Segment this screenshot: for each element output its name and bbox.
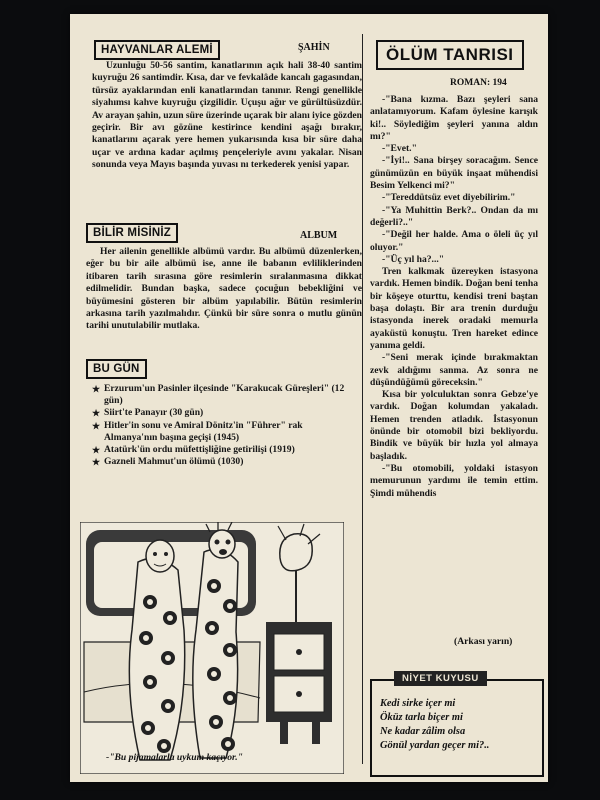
roman-continued: (Arkası yarın) (454, 636, 513, 647)
newspaper-clipping (70, 14, 548, 782)
niyet-heading: NİYET KUYUSU (394, 671, 487, 686)
roman-body (370, 94, 538, 500)
hayvanlar-tag: ŞAHİN (298, 42, 330, 53)
bugun-item: ★ Hitler'in sonu ve Amiral Dönitz'in "Führer" rak Almanya'nın başına geçişi (1945) (94, 420, 354, 444)
bilir-tag: ALBUM (300, 230, 338, 241)
roman-paragraph: -"Bana kızma. Bazı şeyleri sana anlatamıyorum. Kafam öylesine karışık ki!.. Söylediğim şeyleri yanına aldın mı?" (370, 94, 538, 142)
roman-subtitle: ROMAN: 194 (450, 78, 507, 88)
roman-paragraph: -"Bu otomobili, yoldaki istasyon memurunun yardımı ile temin ettim. Şimdi mühendis (370, 462, 538, 499)
poem-line: Öküz tarla biçer mi (380, 712, 463, 723)
column-divider (362, 34, 363, 764)
roman-paragraph: Tren kalkmak üzereyken istasyona vardık. Hemen bindik. Doğan beni tenha bir köşeye oturttu, kendisi treni baştan başa dolaştı. Bir ara trenin durduğu istasyonda inerek oradaki memurla ayaküstü konuştu. Tren hareket edince yanıma geldi. (370, 266, 538, 351)
roman-paragraph: -"Ya Muhittin Berk?.. Ondan da mı değerli?.." (370, 204, 538, 228)
roman-paragraph: -"Üç yıl ha?..." (382, 253, 445, 265)
roman-paragraph: -"Tereddütsüz evet diyebilirim." (382, 192, 516, 204)
roman-paragraph: -"Değil her halde. Ama o öleli üç yıl oluyor." (370, 229, 538, 253)
bugun-heading: BU GÜN (86, 359, 147, 379)
bilir-text: Her ailenin genellikle albümü vardır. Bu albümü düzenlerken, eğer bu bir aile albümü ise, anne ile babanın evliliklerinden itibaren tarih sırasına göre resimlerin sıralanmasına dikkat edilmelidir. Bundan başka, sadece çocuğun bebekliğini ve büyümesini gösteren bir albüm yapılabilir. Bütün resimlerin arkasına tarih yazılmalıdır. Çünkü bir süre sonra o mutlu günün tarihi unutulabilir mutlaka. (86, 246, 362, 332)
bugun-item: ★ Atatürk'ün ordu müfettişliğine getirilişi (1919) (94, 444, 354, 456)
cartoon-caption: -"Bu pijamalarla uykum kaçıyor." (106, 752, 243, 763)
hayvanlar-heading: HAYVANLAR ALEMİ (94, 40, 220, 60)
bugun-item: ★ Erzurum'un Pasinler ilçesinde "Karakucak Güreşleri" (12 gün) (94, 383, 354, 407)
niyet-poem (380, 697, 489, 753)
poem-line: Ne kadar zâlim olsa (380, 726, 466, 737)
bilir-article (86, 246, 362, 333)
cartoon-illustration (80, 522, 344, 774)
bilir-heading: BİLİR MİSİNİZ (86, 223, 178, 243)
poem-line: Gönül yardan geçer mi?.. (380, 740, 490, 751)
bugun-list (94, 383, 354, 468)
poem-line: Kedi sirke içer mi (380, 698, 456, 709)
roman-paragraph: Kısa bir yolculuktan sonra Gebze'ye vardık. Doğan kolumdan yakaladı. Hemen trenden atladık. İstasyonun önünde bir otomobil bizi bekliyordu. Bindik ve büyük bir hızla yol almaya başladık. (370, 389, 538, 462)
roman-paragraph: -"Evet." (382, 143, 417, 155)
hayvanlar-article (92, 60, 362, 172)
bugun-item: ★ Gazneli Mahmut'un ölümü (1030) (94, 456, 354, 468)
roman-title: ÖLÜM TANRISI (376, 40, 524, 70)
hayvanlar-text: Uzunluğu 50-56 santim, kanatlarının açık hali 38-40 santim kuyruğu 26 santimdir. Kısa, dar ve fevkalâde kancalı gagasından, türsüz ayaklarından enli kanatlarından tanınır. Rengi genellikle siyahımsı kahve kuyruğu çizgilidir. Uçuşu ağır ve gürültüsüzdür. Av arayan şahin, uzun süre üzerinde uçarak bir alanı iyice gözden geçirir. Bir avı gözüne kestirince kendini aşağı bırakır, kanatlarını açarak yere hemen yukarısında kısa bir süre daha uçar ve ardına kadar açılmış pençeleriyle avını yakalar. Nisan sonunda veya Mayıs başında yuvası nı terkederek yenisi yapar. (92, 60, 362, 171)
bugun-item: ★ Siirt'te Panayır (30 gün) (94, 407, 354, 419)
roman-paragraph: -"İyi!.. Sana birşey soracağım. Sence günümüzün en büyük inşaat mühendisi Besim Yelkenci mi?" (370, 155, 538, 192)
roman-paragraph: -"Seni merak içinde bırakmaktan zevk aldığımı sanma. Az sonra ne düşündüğümü göreceksin." (370, 352, 538, 388)
